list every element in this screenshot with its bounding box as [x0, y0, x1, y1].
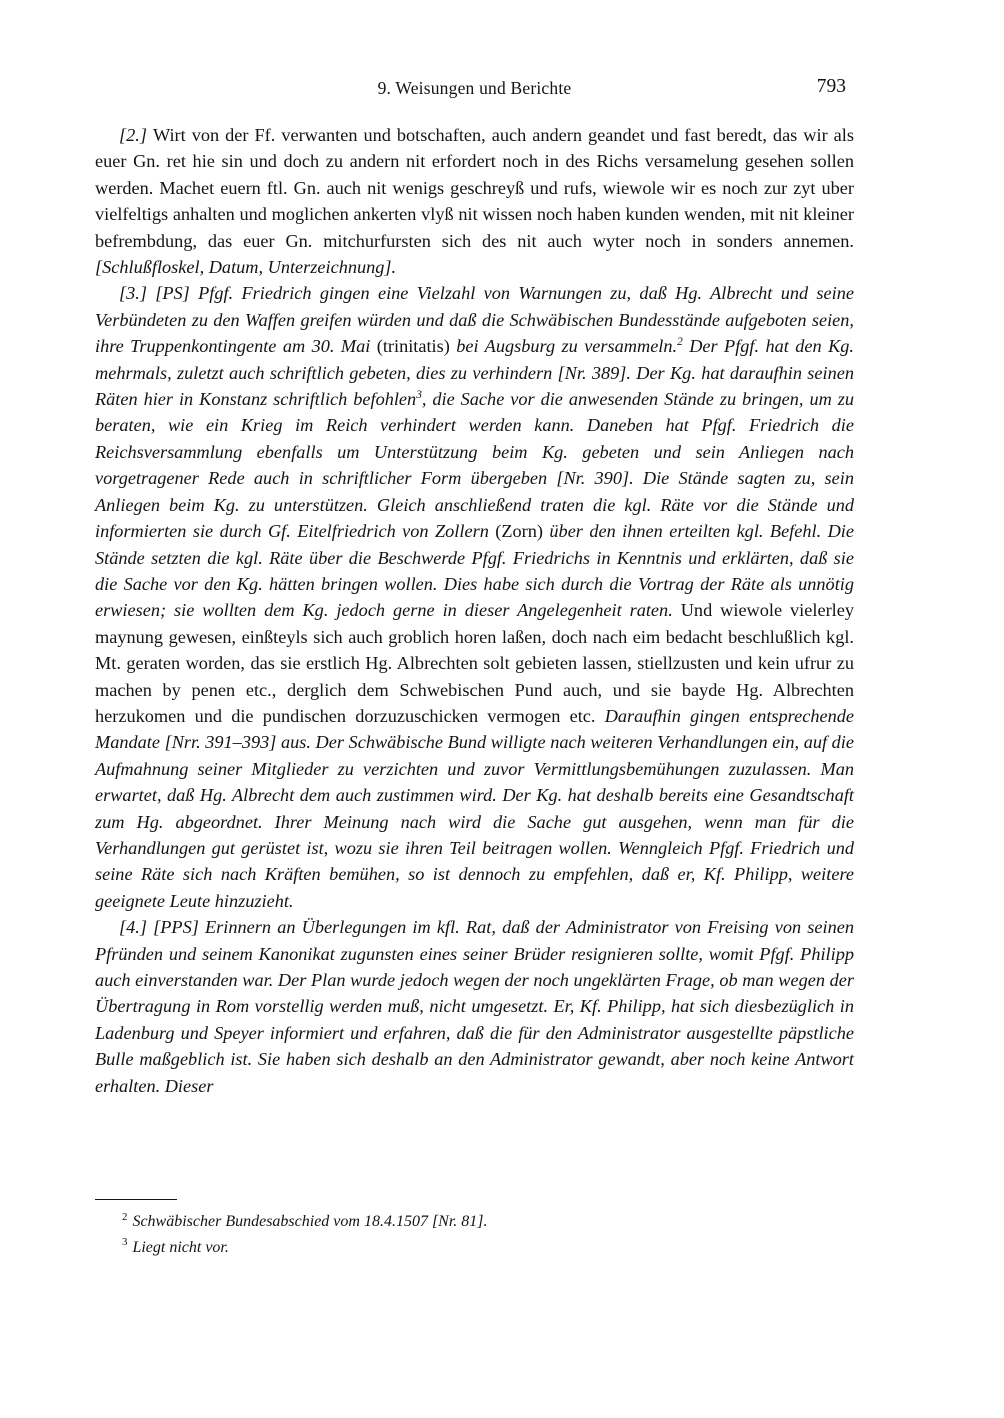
editorial-text: über den ihnen erteilten kgl. Befehl. Die Stände setzten die kgl. Räte über die Beschwerde Pfgf. Friedrichs in Kenntnis und erklärten, daß sie die Sache vor den Kg. hätten bringen wollen. Dies habe sich durch die Vortrag der Räte als unnötig erwiesen; sie wollten dem Kg. jedoch gerne in dieser Angelegenheit raten.: [95, 521, 854, 621]
editorial-text: Der Pfgf. hat den Kg. mehrmals, zuletzt auch schriftlich gebeten, dies zu verhindern [Nr. 389]. Der Kg. hat daraufhin seinen Räten hier in Konstanz schriftlich befohlen: [95, 336, 854, 410]
footnote-list: [95, 1209, 854, 1260]
editorial-text: bei Augsburg zu versammeln.: [449, 336, 678, 357]
footnote-text: Liegt nicht vor.: [132, 1238, 229, 1256]
editorial-text: Daraufhin gingen entsprechende Mandate [Nrr. 391–393] aus. Der Schwäbische Bund willigte nach weiteren Verhandlungen ein, auf die Aufmahnung seiner Mitglieder zu verzichten und zuvor Vermittlungsbemühungen zuzulassen. Man erwartet, daß Hg. Albrecht dem auch zustimmen wird. Der Kg. hat deshalb bereits eine Gesandtschaft zum Hg. abgeordnet. Ihrer Meinung nach wird die Sache gut ausgehen, wenn man für die Verhandlungen gut gerüstet ist, wozu sie ihren Teil beitragen wollen. Wenngleich Pfgf. Friedrich und seine Räte sich nach Kräften bemühen, so ist dennoch zu empfehlen, daß er, Kf. Philipp, weitere geeignete Leute hinzuzieht.: [95, 705, 854, 911]
source-text: Und wiewole vielerley maynung gewesen, einßteyls sich auch groblich horen laßen, doch nach eim bedacht beschlußlich kgl. Mt. geraten worden, das sie erstlich Hg. Albrechten solt gebieten lassen, stiellzusten und kein ufrur zu machen by penen etc., derglich dem Schwebischen Pund auch, und sie bayde Hg. Albrechten herzukomen und die pundischen dorzuzuschicken vermogen etc.: [95, 600, 854, 726]
section-title: 9. Weisungen und Berichte: [377, 78, 572, 98]
paragraph: [95, 914, 854, 1099]
editorial-text: [3.] [PS] Pfgf. Friedrich gingen eine Vielzahl von Warnungen zu, daß Hg. Albrecht und seine Verbündeten zu den Waffen greifen würden und daß die Schwäbischen Bundesstände aufgeboten seien, ihre Truppenkontingente am 30. Mai: [95, 283, 854, 357]
footnote-text: Schwäbischer Bundesabschied vom 18.4.1507 [Nr. 81].: [132, 1213, 488, 1230]
footnote-marker: 3: [122, 1236, 128, 1249]
editorial-text: [Schlußfloskel, Datum, Unterzeichnung].: [95, 257, 397, 278]
running-head: [95, 78, 854, 106]
footnote-reference: 3: [416, 388, 422, 401]
paragraph: [95, 122, 854, 280]
editorial-text: [2.]: [119, 125, 153, 145]
editorial-text: [4.] [PPS] Erinnern an Überlegungen im kfl. Rat, daß der Administrator von Freising von seinen Pfründen und seinem Kanonikat zugunsten eines seiner Brüder resignieren sollte, womit Pfgf. Philipp auch einverstanden war. Der Plan wurde jedoch wegen der noch ungeklärten Frage, ob man wegen der Übertragung in Rom vorstellig werden muß, nicht umgesetzt. Er, Kf. Philipp, hat sich diesbezüglich in Ladenburg und Speyer informiert und erfahren, daß die für den Administrator ausgestellte päpstliche Bulle maßgeblich ist. Sie haben sich deshalb an den Administrator gewandt, aber noch keine Antwort erhalten. Dieser: [95, 917, 854, 1096]
footnote: [95, 1209, 854, 1235]
footnote-reference: 2: [677, 336, 683, 349]
footnote-rule: [95, 1199, 177, 1200]
page-number: 793: [816, 76, 846, 97]
footnote: [95, 1235, 854, 1261]
footnotes-section: [95, 1199, 854, 1260]
footnote-marker: 2: [122, 1210, 128, 1223]
source-text: (Zorn): [495, 521, 543, 542]
source-text: Wirt von der Ff. verwanten und botschaften, auch andern geandet und fast beredt, das wir als euer Gn. ret hie sin und doch zu andern nit erfordert noch in des Richs versamelung gesehen sollen werden. Machet euern ftl. Gn. auch nit wenigs geschreyß und rufs, wiewole wir es noch zur zyt uber vielfeltigs anhalten und moglichen ankerten vlyß nit wissen noch haben kunden wenden, mit nit kleiner befrembdung, das euer Gn. mitchurfursten sich des nit auch wyter noch in sonders annemen.: [95, 125, 854, 251]
source-text: (trinitatis): [376, 336, 450, 357]
editorial-text: , die Sache vor die anwesenden Stände zu bringen, um zu beraten, wie ein Krieg im Reich verhindert werden kann. Daneben hat Pfgf. Friedrich die Reichsversammlung ebenfalls um Unterstützung beim Kg. gebeten und sein Anliegen nach vorgetragener Rede auch in schriftlicher Form übergeben [Nr. 390]. Die Stände sagten zu, sein Anliegen beim Kg. zu unterstützen. Gleich anschließend traten die kgl. Räte vor die Stände und informierten sie durch Gf. Eitelfriedrich von Zollern: [95, 389, 854, 542]
paragraph: [95, 280, 854, 914]
body-paragraphs: [95, 122, 854, 1099]
